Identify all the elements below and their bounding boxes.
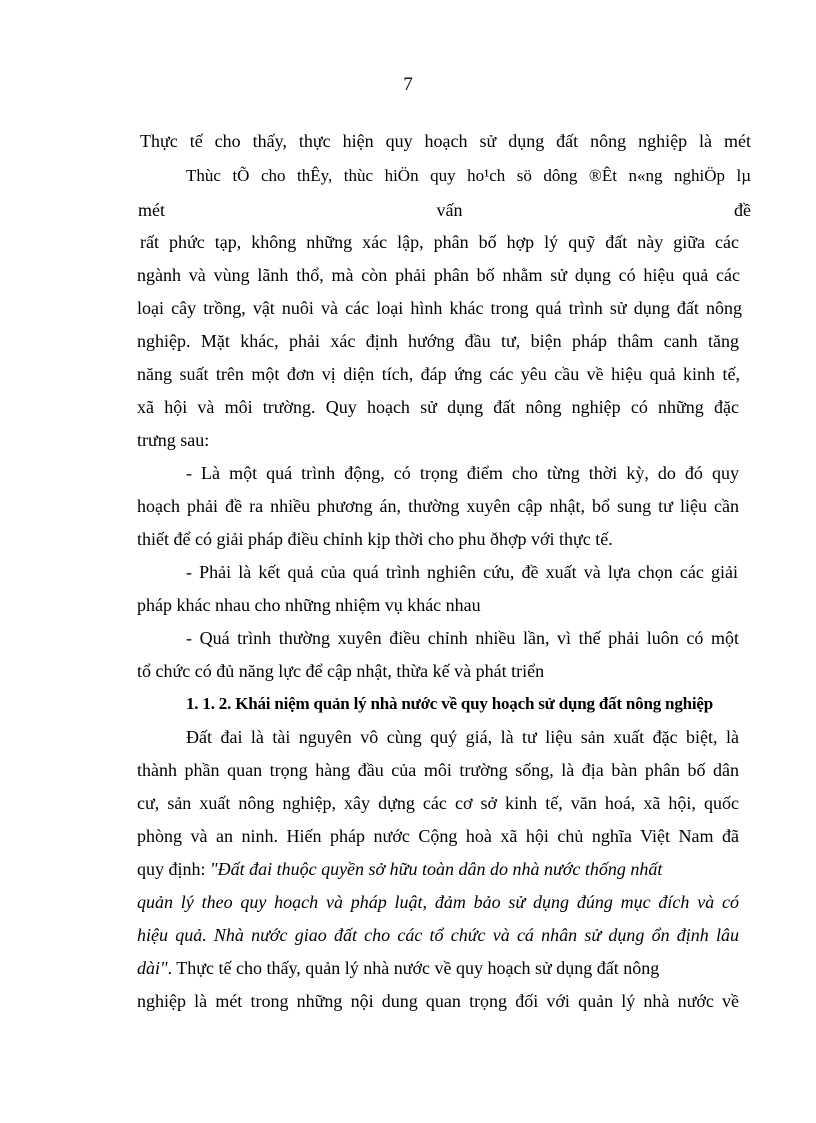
section-heading: 1. 1. 2. Khái niệm quản lý nhà nước về quy hoạch sử dụng đất nông nghiệp: [186, 694, 713, 713]
text-line: xã hội và môi trường. Quy hoạch sử dụng đất nông nghiệp có những đặc: [137, 397, 739, 417]
text-line: trưng sau:: [137, 430, 210, 450]
text-line: năng suất trên một đơn vị diện tích, đáp ứng các yêu cầu về hiệu quả kinh tế,: [137, 364, 740, 384]
page-number: 7: [403, 74, 413, 95]
quote-text: quản lý theo quy hoạch và pháp luật, đảm bảo sử dụng đúng mục đích và có: [137, 892, 739, 912]
quote-text: "Đất đai thuộc quyền sở hữu toàn dân do nhà nước thống nhất: [210, 859, 663, 879]
text-line: ngành và vùng lãnh thổ, mà còn phải phân bố nhằm sử dụng có hiệu quả các: [137, 265, 740, 285]
text-line: loại cây trồng, vật nuôi và các loại hình khác trong quá trình sử dụng đất nông: [137, 298, 742, 318]
text-run: quy định:: [137, 859, 211, 879]
text-line: Thực tế cho thấy, thực hiện quy hoạch sử dụng đất nông nghiệp là mét: [140, 131, 751, 151]
word: mét: [138, 200, 165, 220]
text-line: hoạch phải đề ra nhiều phương án, thường xuyên cập nhật, bổ sung tư liệu cần: [137, 496, 739, 516]
text-line: tổ chức có đủ năng lực để cập nhật, thừa kế và phát triển: [137, 661, 545, 681]
text-line: phòng và an ninh. Hiến pháp nước Cộng hoà xã hội chủ nghĩa Việt Nam đã: [137, 826, 739, 846]
text-line: nghiệp. Mặt khác, phải xác định hướng đầu tư, biện pháp thâm canh tăng: [137, 331, 739, 351]
word: vấn: [436, 200, 463, 220]
text-line: [137, 858, 739, 880]
quote-line: [137, 924, 739, 946]
word: đề: [734, 200, 751, 220]
quote-text: hiệu quả. Nhà nước giao đất cho các tổ chức và cá nhân sử dụng ổn định lâu: [137, 925, 739, 945]
text-line: rất phức tạp, không những xác lập, phân bố hợp lý quỹ đất này giữa các: [140, 232, 739, 252]
text-line: Đất đai là tài nguyên vô cùng quý giá, là tư liệu sản xuất đặc biệt, là: [186, 727, 739, 747]
text-line: - Phải là kết quả của quá trình nghiên cứu, đề xuất và lựa chọn các giải: [186, 562, 738, 582]
text-line: nghiệp là mét trong những nội dung quan trọng đối với quản lý nhà nước về: [137, 991, 739, 1011]
quote-text: dài": [137, 958, 168, 978]
text-line: Thùc tÕ cho thÊy, thùc hiÖn quy ho¹ch sö dông ®Êt n«ng nghiÖp lµ: [186, 166, 751, 185]
text-line: thiết để có giải pháp điều chỉnh kịp thời cho phu ðhợp với thực tế.: [137, 529, 613, 549]
text-line: - Quá trình thường xuyên điều chỉnh nhiều lần, vì thế phải luôn có một: [186, 628, 739, 648]
text-line: [138, 199, 751, 221]
text-line: [137, 957, 739, 979]
text-run: . Thực tế cho thấy, quản lý nhà nước về quy hoạch sử dụng đất nông: [167, 958, 660, 978]
text-line: thành phần quan trọng hàng đầu của môi trường sống, là địa bàn phân bố dân: [137, 760, 739, 780]
text-line: - Là một quá trình động, có trọng điểm cho từng thời kỳ, do đó quy: [186, 463, 739, 483]
text-line: pháp khác nhau cho những nhiệm vụ khác nhau: [137, 595, 481, 615]
text-line: cư, sản xuất nông nghiệp, xây dựng các cơ sở kinh tế, văn hoá, xã hội, quốc: [137, 793, 739, 813]
quote-line: [137, 891, 739, 913]
